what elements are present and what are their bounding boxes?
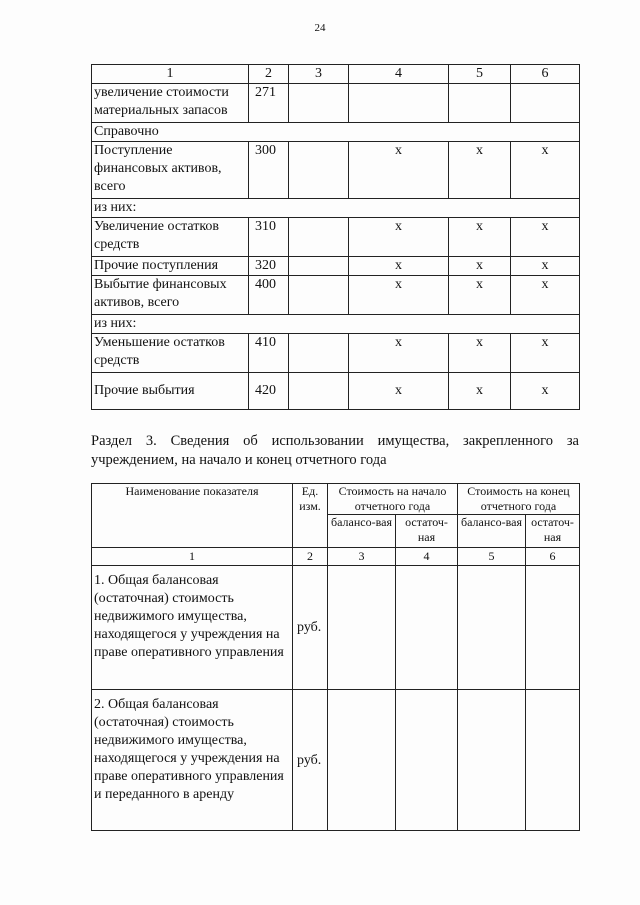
- value-cell: [526, 690, 580, 831]
- row-label: Выбытие финансовых активов, всего: [92, 276, 249, 315]
- value-cell: x: [349, 373, 449, 410]
- col-number: 5: [449, 65, 511, 84]
- col-number: 4: [349, 65, 449, 84]
- col-end-header: Стоимость на конец отчетного года: [458, 484, 580, 515]
- column-numbers-row: [92, 65, 580, 84]
- row-label: Прочие выбытия: [92, 373, 249, 410]
- start-balance-header: балансо-вая: [328, 515, 396, 548]
- table-row: [92, 257, 580, 276]
- col-number: 2: [249, 65, 289, 84]
- value-cell: x: [349, 257, 449, 276]
- table-row: [92, 373, 580, 410]
- row-label: Поступление финансовых активов, всего: [92, 142, 249, 199]
- col-number: 2: [293, 548, 328, 566]
- row-code: 310: [249, 218, 289, 257]
- value-cell: x: [449, 334, 511, 373]
- col-number: 3: [328, 548, 396, 566]
- value-cell: x: [349, 142, 449, 199]
- column-numbers-row: [92, 548, 580, 566]
- value-cell: [458, 690, 526, 831]
- value-cell: x: [511, 276, 580, 315]
- value-cell: x: [449, 276, 511, 315]
- value-cell: x: [511, 257, 580, 276]
- value-cell: x: [349, 218, 449, 257]
- value-cell: x: [511, 142, 580, 199]
- value-cell: [289, 373, 349, 410]
- col-number: 6: [526, 548, 580, 566]
- row-code: 320: [249, 257, 289, 276]
- col-number: 4: [396, 548, 458, 566]
- value-cell: x: [449, 218, 511, 257]
- value-cell: x: [349, 334, 449, 373]
- value-cell: [289, 84, 349, 123]
- row-code: 410: [249, 334, 289, 373]
- value-cell: [511, 84, 580, 123]
- section-label: из них:: [92, 315, 580, 334]
- value-cell: [328, 566, 396, 690]
- col-number: 5: [458, 548, 526, 566]
- col-number: 1: [92, 548, 293, 566]
- value-cell: [289, 257, 349, 276]
- page-number: 24: [314, 22, 326, 34]
- section-label: Справочно: [92, 123, 580, 142]
- col-number: 3: [289, 65, 349, 84]
- value-cell: [396, 690, 458, 831]
- start-residual-header: остаточ-ная: [396, 515, 458, 548]
- table-row: [92, 566, 580, 690]
- indicator-name: 2. Общая балансовая (остаточная) стоимость недвижимого имущества, находящегося у учреждения на праве оперативного управления и переданного в аренду: [92, 690, 293, 831]
- col-number: 1: [92, 65, 249, 84]
- col-unit-header: Ед. изм.: [293, 484, 328, 548]
- row-code: 400: [249, 276, 289, 315]
- col-start-header: Стоимость на начало отчетного года: [328, 484, 458, 515]
- table-row: [92, 123, 580, 142]
- value-cell: [289, 276, 349, 315]
- indicator-name: 1. Общая балансовая (остаточная) стоимость недвижимого имущества, находящегося у учреждения на праве оперативного управления: [92, 566, 293, 690]
- value-cell: x: [449, 142, 511, 199]
- table-row: [92, 142, 580, 199]
- value-cell: x: [511, 334, 580, 373]
- unit-cell: руб.: [293, 690, 328, 831]
- value-cell: [289, 218, 349, 257]
- table-row: [92, 276, 580, 315]
- value-cell: [328, 690, 396, 831]
- value-cell: [396, 566, 458, 690]
- row-label: Увеличение остатков средств: [92, 218, 249, 257]
- unit-cell: руб.: [293, 566, 328, 690]
- section-3-heading: Раздел 3. Сведения об использовании имущества, закрепленного за учреждением, на начало и конец отчетного года: [91, 433, 579, 468]
- row-code: 300: [249, 142, 289, 199]
- end-residual-header: остаточ-ная: [526, 515, 580, 548]
- row-label: Уменьшение остатков средств: [92, 334, 249, 373]
- table-row: [92, 199, 580, 218]
- property-usage-table: [91, 483, 580, 831]
- value-cell: x: [449, 373, 511, 410]
- row-label: Прочие поступления: [92, 257, 249, 276]
- row-code: 271: [249, 84, 289, 123]
- value-cell: [526, 566, 580, 690]
- value-cell: [349, 84, 449, 123]
- table-row: [92, 315, 580, 334]
- value-cell: [458, 566, 526, 690]
- value-cell: x: [511, 218, 580, 257]
- value-cell: [289, 334, 349, 373]
- row-code: 420: [249, 373, 289, 410]
- header-row: [92, 484, 580, 515]
- financial-assets-table: [91, 64, 580, 410]
- value-cell: x: [349, 276, 449, 315]
- table-row: [92, 84, 580, 123]
- value-cell: [289, 142, 349, 199]
- table-row: [92, 690, 580, 831]
- table-row: [92, 334, 580, 373]
- col-number: 6: [511, 65, 580, 84]
- row-label: увеличение стоимости материальных запасов: [92, 84, 249, 123]
- col-name-header: Наименование показателя: [92, 484, 293, 548]
- value-cell: [449, 84, 511, 123]
- end-balance-header: балансо-вая: [458, 515, 526, 548]
- table-row: [92, 218, 580, 257]
- value-cell: x: [449, 257, 511, 276]
- value-cell: x: [511, 373, 580, 410]
- section-label: из них:: [92, 199, 580, 218]
